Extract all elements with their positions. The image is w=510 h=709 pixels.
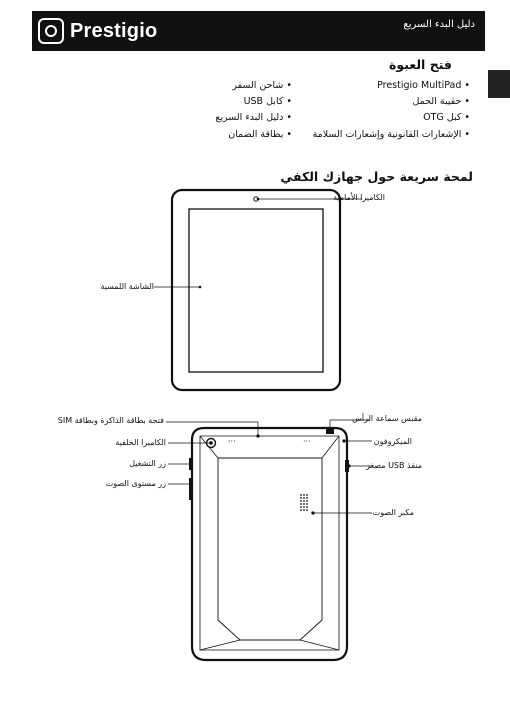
header-title: دليل البدء السريع [403,19,475,30]
list-item: • حقيبة الحمل [313,94,470,110]
label-card-slot: فتحة بطاقة الذاكرة وبطاقة SIM [57,416,164,425]
label-touch-screen: الشاشة اللمسية [100,282,154,291]
tablet-back-body [192,428,347,660]
tablet-front-screen [189,209,323,372]
label-power-button: زر التشغيل [129,459,166,468]
list-item: • دليل البدء السريع [215,110,292,126]
speaker-grill [300,494,308,511]
label-microphone: الميكروفون [373,437,412,446]
label-speaker: مكبر الصوت [372,508,414,517]
volume-button-shape [189,478,193,500]
label-front-camera: الكاميرا الأمامية [333,193,385,202]
label-rear-camera: الكاميرا الخلفية [115,438,166,447]
list-item: • كابل USB [215,94,292,110]
list-item: • كبل OTG [313,110,470,126]
headphone-jack-shape [326,428,334,434]
list-item: • شاحن السفر [215,78,292,94]
section-title-unpacking: فتح العبوة [388,57,452,72]
tablet-front-body [172,190,340,390]
label-headphone-jack: مقبس سماعة الرأس [352,414,422,423]
back-dots-left: ··· [228,437,236,446]
back-dots-right: ··· [303,437,311,446]
list-item: • Prestigio MultiPad [313,78,470,94]
logo-text: Prestigio [70,19,158,42]
section-title-overview: لمحة سريعة حول جهازك الكفي [280,169,473,184]
list-item: • بطاقة الضمان [215,127,292,143]
label-volume-button: زر مستوى الصوت [105,479,166,488]
label-micro-usb: منفذ USB مصغر [366,461,422,470]
list-item: • الإشعارات القانونية وإشعارات السلامة [313,127,470,143]
